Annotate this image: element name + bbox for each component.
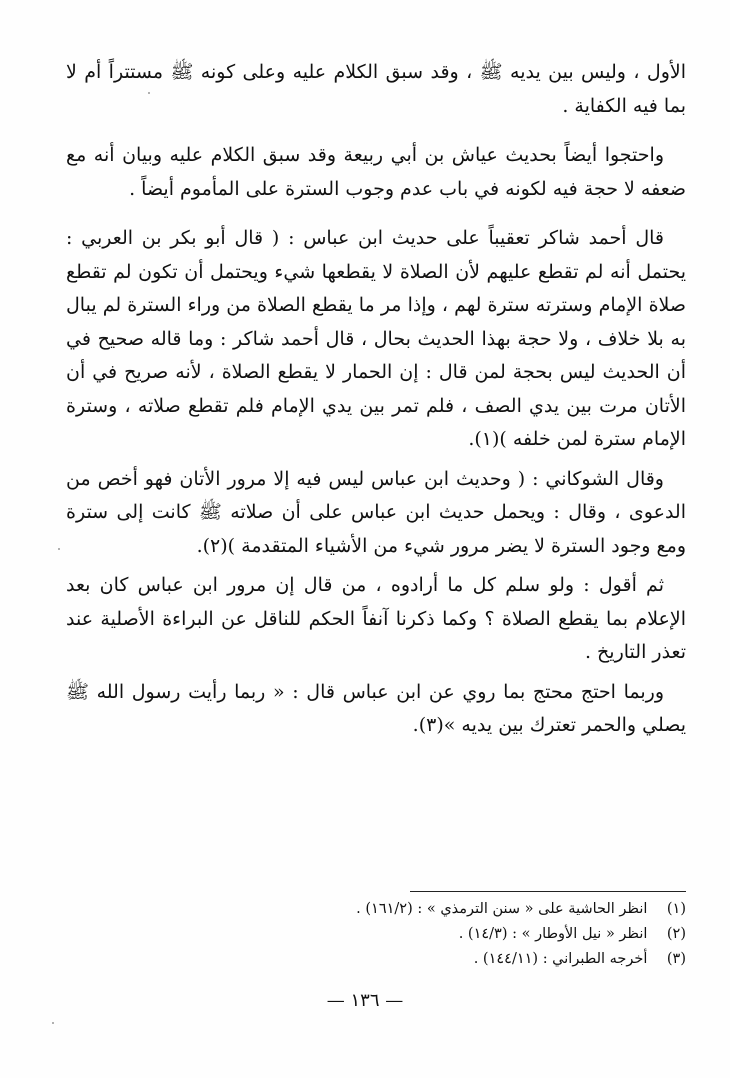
scan-speck bbox=[58, 548, 60, 550]
scan-speck bbox=[52, 1022, 54, 1024]
footnote-number: (٣) bbox=[666, 951, 686, 967]
paragraph-4: وقال الشوكاني : ( وحديث ابن عباس ليس فيه إلا مرور الأتان فهو أخص من الدعوى ، وقال : ويحمل حديث ابن عباس على أن صلاته ﷺ كانت إلى سترة ومع وجود السترة لا يضر مرور شيء من الأشياء المتقدمة )(٢). bbox=[66, 467, 686, 557]
paragraph-1: الأول ، وليس بين يديه ﷺ ، وقد سبق الكلام عليه وعلى كونه ﷺ مستتراً أم لا بما فيه الكفاية . bbox=[66, 61, 686, 117]
footnote-text: انظر الحاشية على « سنن الترمذي » : (١٦١/٢) . bbox=[356, 901, 648, 917]
body-text bbox=[66, 56, 686, 743]
footnote-text: أخرجه الطبراني : (١٤٤/١١) . bbox=[473, 951, 648, 967]
footnote-1 bbox=[300, 897, 686, 922]
footnotes bbox=[300, 897, 686, 972]
paragraph-5: ثم أقول : ولو سلم كل ما أرادوه ، من قال إن مرور ابن عباس كان بعد الإعلام بما يقطع الصلاة ؟ وكما ذكرنا آنفاً الحكم للناقل عن البراءة الأصلية عند تعذر التاريخ . bbox=[66, 574, 686, 663]
scan-speck bbox=[148, 92, 150, 94]
page-number: — ١٣٦ — bbox=[326, 990, 404, 1011]
footnote-number: (٢) bbox=[666, 926, 686, 942]
footnote-number: (١) bbox=[666, 901, 686, 917]
footnote-text: انظر « نيل الأوطار » : (١٤/٣) . bbox=[458, 926, 648, 942]
paragraph-2: واحتجوا أيضاً بحديث عياش بن أبي ربيعة وقد سبق الكلام عليه وبيان أنه مع ضعفه لا حجة فيه لكونه في باب عدم وجوب السترة على المأموم أيضاً . bbox=[66, 144, 686, 200]
footnote-2 bbox=[300, 922, 686, 947]
footnote-3 bbox=[300, 947, 686, 972]
paragraph-3: قال أحمد شاكر تعقيباً على حديث ابن عباس : ( قال أبو بكر بن العربي : يحتمل أنه لم تقطع عليهم لأن الصلاة لا يقطعها شيء ويحتمل أن تكون لم تقطع صلاة الإمام وسترته سترة لهم ، وإذا مر ما يقطع الصلاة من وراء السترة لم يبال به بلا خلاف ، ولا حجة بهذا الحديث بحال ، قال أحمد شاكر : وما قاله صحيح في أن الحديث ليس بحجة لمن قال : إن الحمار لا يقطع الصلاة ، لأنه صريح في أن الأتان مرت بين يدي الصف ، فلم تمر بين يدي الإمام فلم تقطع صلاته ، وسترة الإمام سترة لمن خلفه )(١). bbox=[66, 227, 686, 450]
footnote-separator bbox=[410, 891, 686, 892]
paragraph-6: وربما احتج محتج بما روي عن ابن عباس قال : « ربما رأيت رسول الله ﷺ يصلي والحمر تعترك بين يديه »(٣). bbox=[66, 680, 686, 736]
